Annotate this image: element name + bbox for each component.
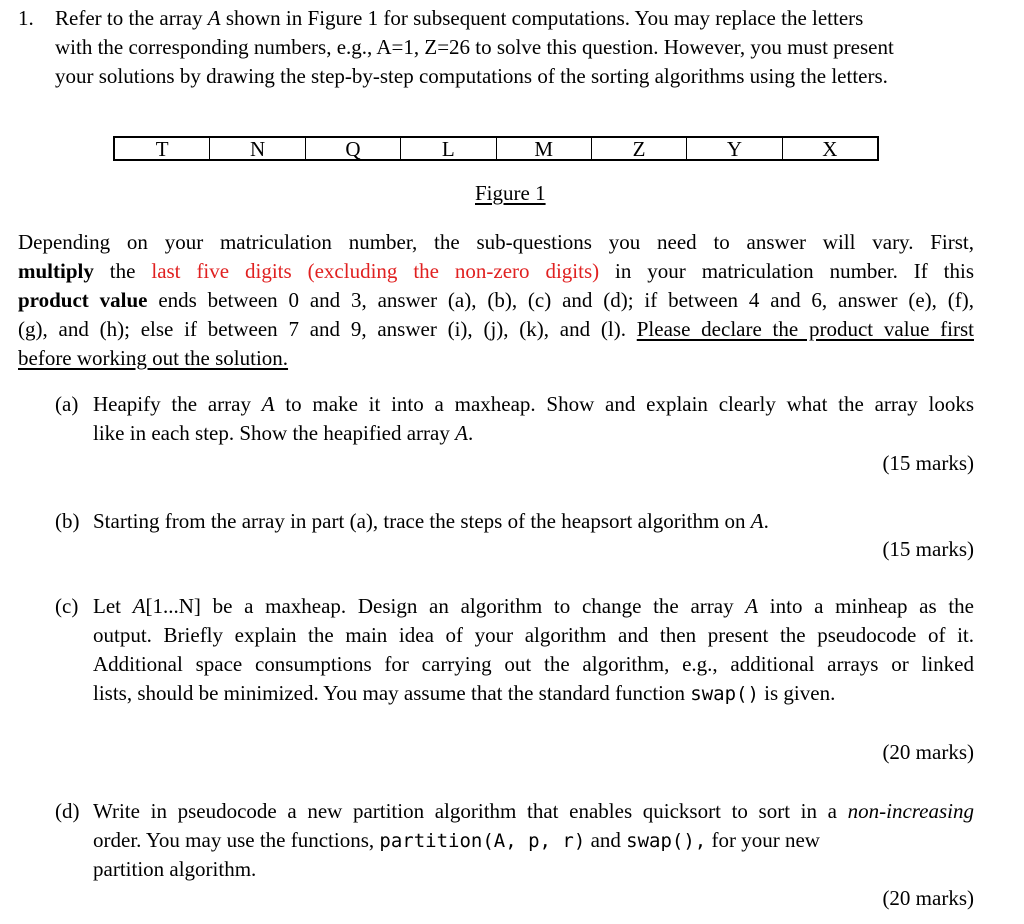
part-c-marks: (20 marks) (882, 740, 974, 764)
part-d-line-3: partition algorithm. (93, 857, 257, 881)
part-b-line-1: Starting from the array in part (a), trace the steps of the heapsort algorithm on A. (93, 509, 769, 533)
instructions-line-2: multiply the last five digits (excluding the non-zero digits) in your matriculation number. If this (18, 259, 975, 283)
part-c-line-4: lists, should be minimized. You may assume that the standard function swap() is given. (93, 681, 836, 705)
intro-line-1: Refer to the array A shown in Figure 1 for subsequent computations. You may replace the letters (55, 6, 864, 30)
intro-line-3: your solutions by drawing the step-by-step computations of the sorting algorithms using the letters. (55, 64, 888, 88)
array-cell: M (497, 138, 592, 159)
instructions-line-3: product value ends between 0 and 3, answer (a), (b), (c) and (d); if between 4 and 6, answer (e), (f), (18, 288, 974, 312)
instructions-line-4: (g), and (h); else if between 7 and 9, answer (i), (j), (k), and (l). Please declare the product value first (18, 317, 974, 341)
intro-line-2: with the corresponding numbers, e.g., A=1, Z=26 to solve this question. However, you must present (55, 35, 894, 59)
array-cell: L (401, 138, 496, 159)
part-d-marks: (20 marks) (882, 886, 974, 910)
array-cell: Q (306, 138, 401, 159)
part-a-label: (a) (55, 392, 79, 416)
part-b-marks: (15 marks) (882, 537, 974, 561)
part-d-line-1: Write in pseudocode a new partition algorithm that enables quicksort to sort in a non-increasing (93, 799, 974, 823)
figure-caption: Figure 1 (475, 181, 546, 205)
part-d-label: (d) (55, 799, 80, 823)
part-a-line-1: Heapify the array A to make it into a maxheap. Show and explain clearly what the array looks (93, 392, 974, 416)
part-c-line-1: Let A[1...N] be a maxheap. Design an algorithm to change the array A into a minheap as the (93, 594, 975, 618)
array-cell: X (822, 137, 838, 161)
part-c-label: (c) (55, 594, 79, 618)
part-b-label: (b) (55, 509, 80, 533)
part-d-line-2: order. You may use the functions, partition(A, p, r) and swap(), for your new (93, 828, 820, 852)
instructions-line-5: before working out the solution. (18, 346, 289, 370)
part-a-line-2: like in each step. Show the heapified array A. (93, 421, 474, 445)
question-number: 1. (18, 6, 34, 30)
part-c-line-2: output. Briefly explain the main idea of your algorithm and then present the pseudocode of it. (93, 623, 974, 647)
figure-array (113, 136, 879, 161)
array-cell: N (210, 138, 305, 159)
part-a-marks: (15 marks) (882, 451, 974, 475)
instructions-line-1: Depending on your matriculation number, the sub-questions you need to answer will vary. First, (18, 230, 974, 254)
part-c-line-3: Additional space consumptions for carrying out the algorithm, e.g., additional arrays or linked (93, 652, 974, 676)
array-cell: Y (687, 138, 782, 159)
array-cell: T (115, 138, 210, 159)
array-cell: Z (592, 138, 687, 159)
